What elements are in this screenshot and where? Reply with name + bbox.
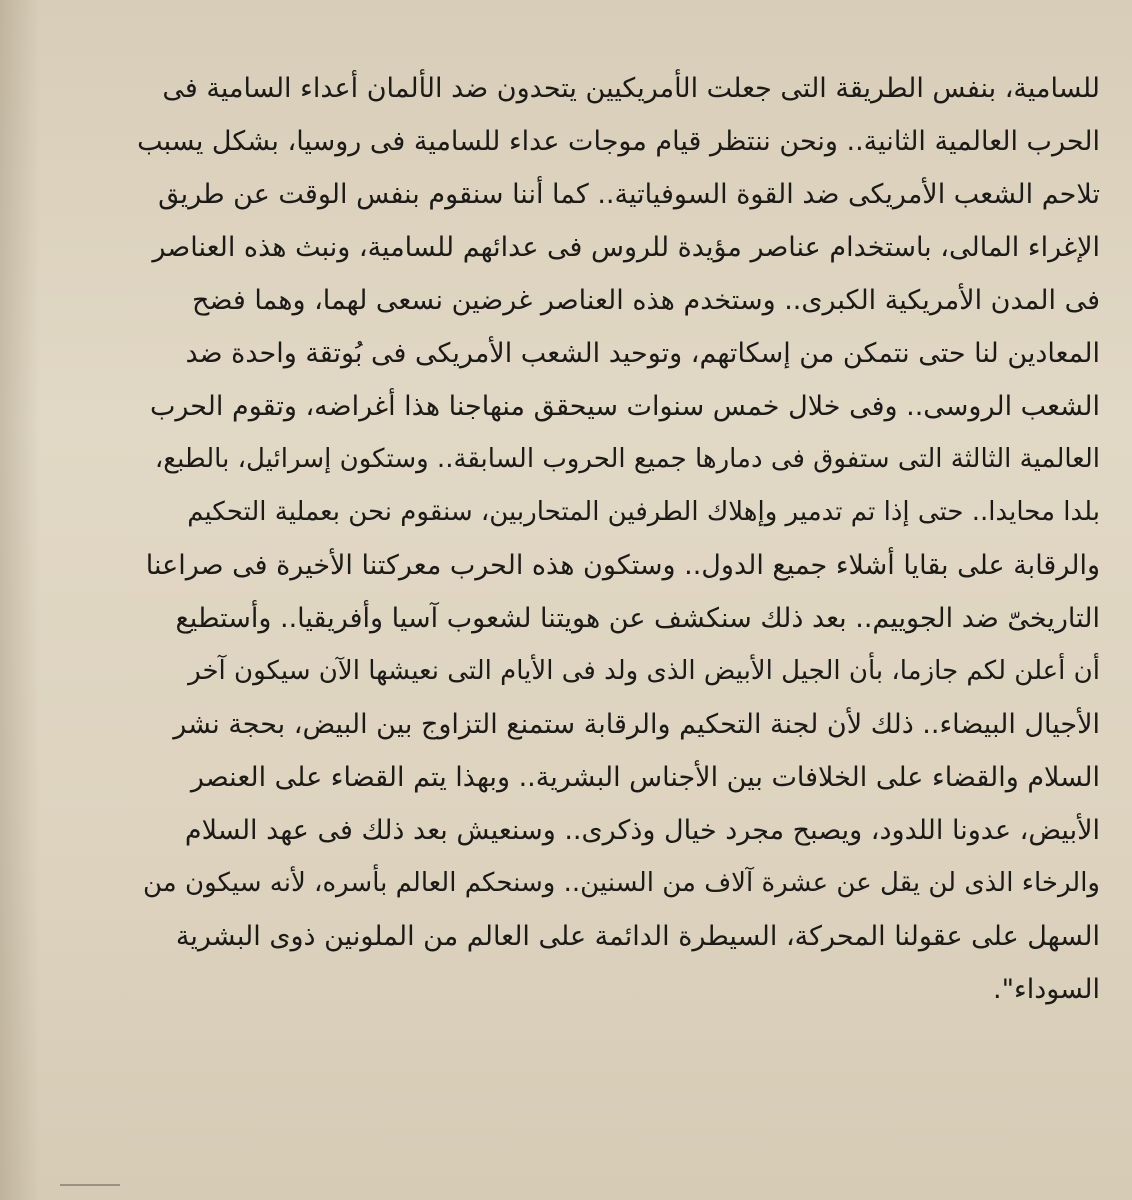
- text-line: فى المدن الأمريكية الكبرى.. وستخدم هذه العناصر غرضين نسعى لهما، وهما فضح: [192, 285, 1100, 316]
- text-line: الشعب الروسى.. وفى خلال خمس سنوات سيحقق منهاجنا هذا أغراضه، وتقوم الحرب: [149, 391, 1100, 422]
- text-line: الأجيال البيضاء.. ذلك لأن لجنة التحكيم والرقابة ستمنع التزاوج بين البيض، بحجة نشر: [173, 709, 1100, 740]
- page-gutter-shadow: [0, 0, 40, 1200]
- text-line: العالمية الثالثة التى ستفوق فى دمارها جميع الحروب السابقة.. وستكون إسرائيل، بالطبع،: [154, 444, 1100, 474]
- text-line: التاريخىّ ضد الجوييم.. بعد ذلك سنكشف عن هويتنا لشعوب آسيا وأفريقيا.. وأستطيع: [175, 603, 1100, 634]
- text-line: الإغراء المالى، باستخدام عناصر مؤيدة للروس فى عدائهم للسامية، ونبث هذه العناصر: [152, 232, 1100, 263]
- text-line: والرخاء الذى لن يقل عن عشرة آلاف من السنين.. وسنحكم العالم بأسره، لأنه سيكون من: [143, 868, 1100, 898]
- text-line: تلاحم الشعب الأمريكى ضد القوة السوفياتية.. كما أننا سنقوم بنفس الوقت عن طريق: [158, 179, 1100, 210]
- text-line: المعادين لنا حتى نتمكن من إسكاتهم، وتوحيد الشعب الأمريكى فى بُوتقة واحدة ضد: [185, 338, 1100, 369]
- text-line: والرقابة على بقايا أشلاء جميع الدول.. وستكون هذه الحرب معركتنا الأخيرة فى صراعنا: [145, 550, 1100, 581]
- text-line: السوداء".: [993, 974, 1100, 1005]
- text-line: السلام والقضاء على الخلافات بين الأجناس البشرية.. وبهذا يتم القضاء على العنصر: [190, 762, 1100, 793]
- text-line: الأبيض، عدونا اللدود، ويصبح مجرد خيال وذكرى.. وسنعيش بعد ذلك فى عهد السلام: [184, 815, 1100, 846]
- paragraph-text: [40, 62, 1100, 1016]
- text-line: بلدا محايدا.. حتى إذا تم تدمير وإهلاك الطرفين المتحاربين، سنقوم نحن بعملية التحكيم: [187, 497, 1100, 527]
- next-line-fragment: [60, 1184, 120, 1196]
- text-line: أن أعلن لكم جازما، بأن الجيل الأبيض الذى ولد فى الأيام التى نعيشها الآن سيكون آخر: [188, 656, 1100, 686]
- text-line: للسامية، بنفس الطريقة التى جعلت الأمريكيين يتحدون ضد الألمان أعداء السامية فى: [162, 73, 1100, 104]
- text-line: السهل على عقولنا المحركة، السيطرة الدائمة على العالم من الملونين ذوى البشرية: [175, 921, 1100, 952]
- text-line: الحرب العالمية الثانية.. ونحن ننتظر قيام موجات عداء للسامية فى روسيا، بشكل يسبب: [137, 126, 1100, 157]
